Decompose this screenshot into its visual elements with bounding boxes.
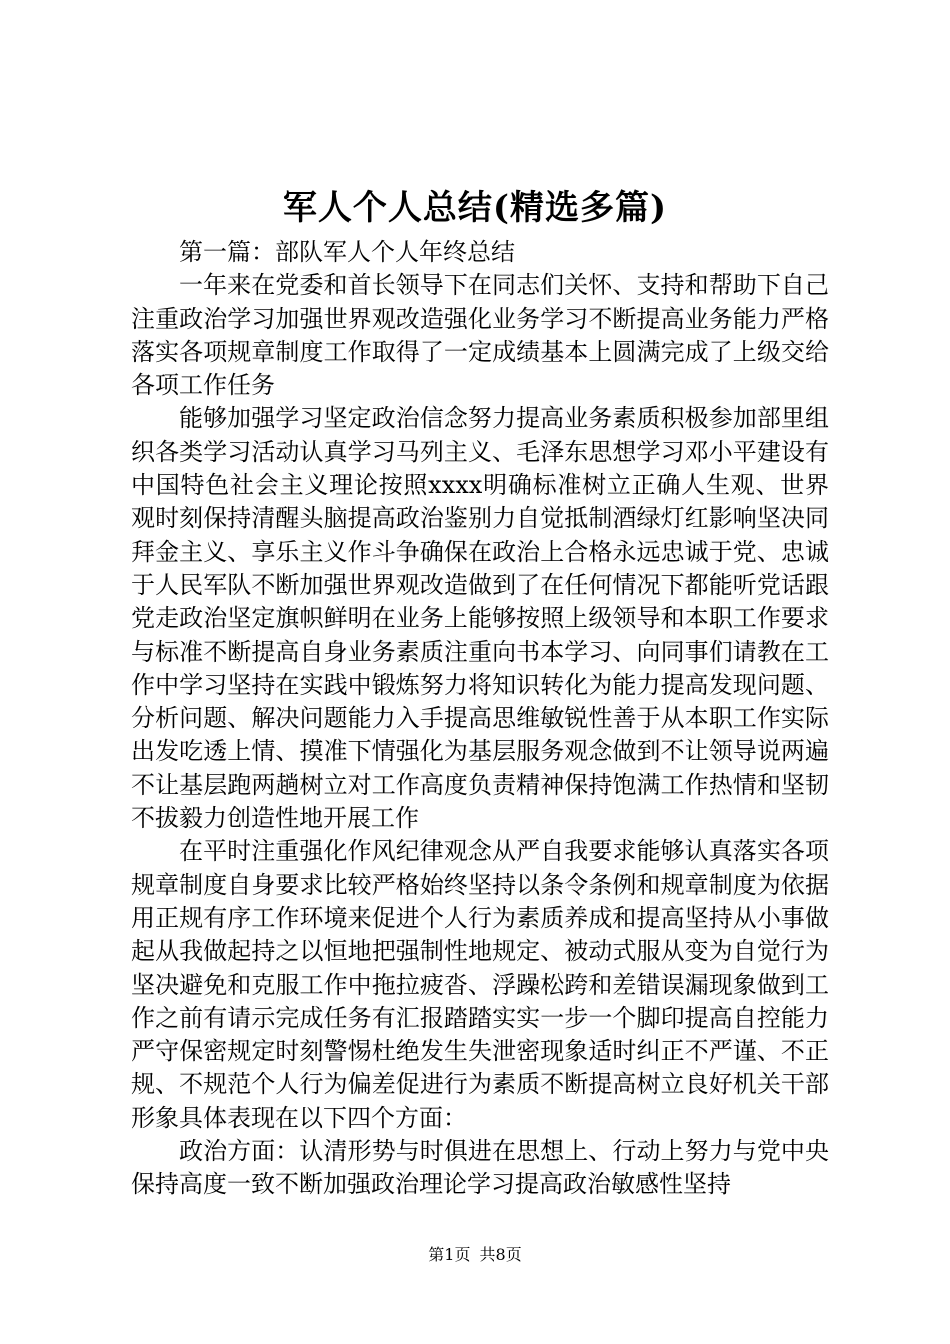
page-total: 共8页 bbox=[479, 1245, 522, 1264]
page-number: 第1页 bbox=[428, 1245, 471, 1264]
section-heading: 第一篇：部队军人个人年终总结 bbox=[179, 238, 515, 266]
document-body bbox=[131, 236, 829, 1202]
paragraph: 一年来在党委和首长领导下在同志们关怀、支持和帮助下自己注重政治学习加强世界观改造强化业务学习不断提高业务能力严格落实各项规章制度工作取得了一定成绩基本上圆满完成了上级交给各项工作任务 bbox=[131, 271, 829, 400]
paragraph: 能够加强学习坚定政治信念努力提高业务素质积极参加部里组织各类学习活动认真学习马列主义、毛泽东思想学习邓小平建设有中国特色社会主义理论按照xxxx明确标准树立正确人生观、世界观时刻保持清醒头脑提高政治鉴别力自觉抵制酒绿灯红影响坚决同拜金主义、享乐主义作斗争确保在政治上合格永远忠诚于党、忠诚于人民军队不断加强世界观改造做到了在任何情况下都能听党话跟党走政治坚定旗帜鲜明在业务上能够按照上级领导和本职工作要求与标准不断提高自身业务素质注重向书本学习、向同事们请教在工作中学习坚持在实践中锻炼努力将知识转化为能力提高发现问题、分析问题、解决问题能力入手提高思维敏锐性善于从本职工作实际出发吃透上情、摸准下情强化为基层服务观念做到不让领导说两遍不让基层跑两趟树立对工作高度负责精神保持饱满工作热情和坚韧不拔毅力创造性地开展工作 bbox=[131, 404, 829, 833]
page-footer bbox=[0, 1244, 950, 1266]
paragraph: 在平时注重强化作风纪律观念从严自我要求能够认真落实各项规章制度自身要求比较严格始终坚持以条令条例和规章制度为依据用正规有序工作环境来促进个人行为素质养成和提高坚持从小事做起从我做起持之以恒地把强制性地规定、被动式服从变为自觉行为坚决避免和克服工作中拖拉疲沓、浮躁松跨和差错误漏现象做到工作之前有请示完成任务有汇报踏踏实实一步一个脚印提高自控能力严守保密规定时刻警惕杜绝发生失泄密现象适时纠正不严谨、不正规、不规范个人行为偏差促进行为素质不断提高树立良好机关干部形象具体表现在以下四个方面： bbox=[131, 837, 829, 1132]
document-title: 军人个人总结(精选多篇) bbox=[282, 188, 668, 228]
paragraph: 政治方面：认清形势与时俱进在思想上、行动上努力与党中央保持高度一致不断加强政治理论学习提高政治敏感性坚持 bbox=[131, 1137, 829, 1199]
